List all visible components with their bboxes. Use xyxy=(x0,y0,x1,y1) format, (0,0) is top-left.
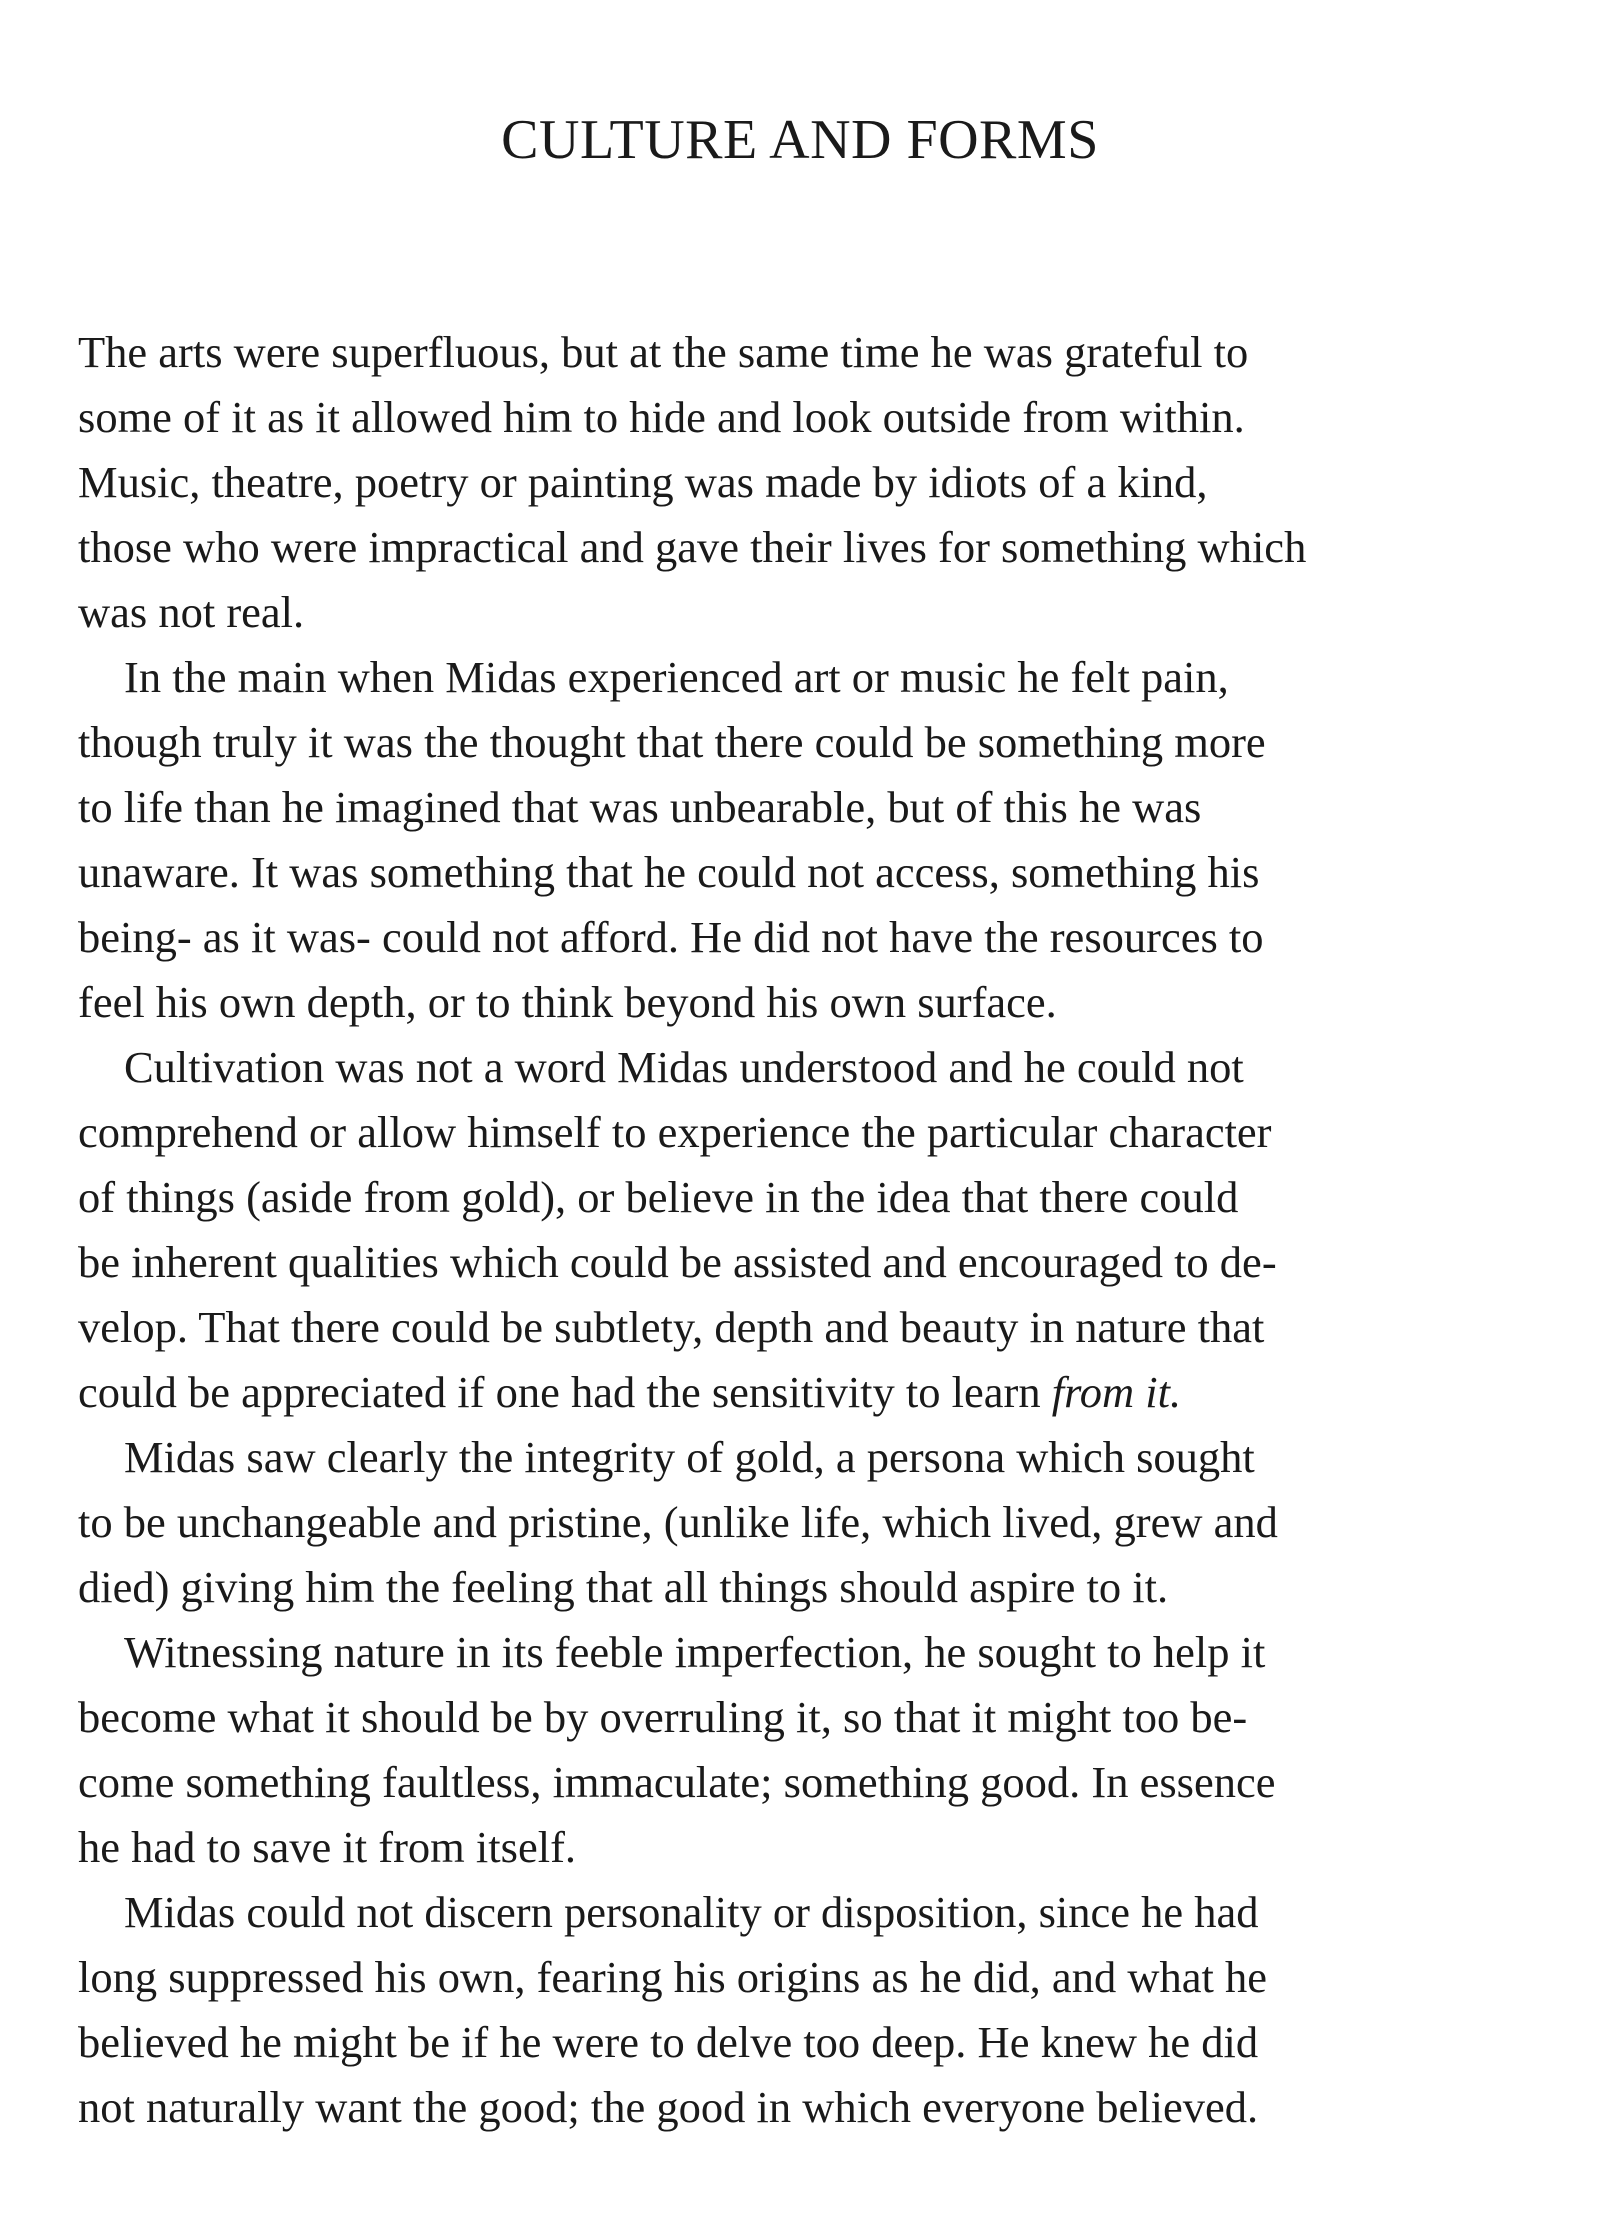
text-line: comprehend or allow himself to experience the particular character xyxy=(78,1107,1272,1157)
text-line: not naturally want the good; the good in which everyone believed. xyxy=(78,2082,1259,2132)
text-line: The arts were superfluous, but at the same time he was grateful to xyxy=(78,327,1249,377)
text-line: being- as it was- could not afford. He did not have the resources to xyxy=(78,912,1264,962)
text-line: to life than he imagined that was unbearable, but of this he was xyxy=(78,782,1202,832)
text-line: be inherent qualities which could be assisted and encouraged to de- xyxy=(78,1237,1277,1287)
text-line: those who were impractical and gave their lives for something which xyxy=(78,522,1307,572)
paragraph-6 xyxy=(78,1880,1518,2140)
text-line: some of it as it allowed him to hide and look outside from within. xyxy=(78,392,1245,442)
body-text xyxy=(78,320,1518,2140)
text-line: long suppressed his own, fearing his origins as he did, and what he xyxy=(78,1952,1267,2002)
text-line: In the main when Midas experienced art or music he felt pain, xyxy=(124,652,1229,702)
text-line: Midas saw clearly the integrity of gold, a persona which sought xyxy=(124,1432,1255,1482)
text-line: to be unchangeable and pristine, (unlike life, which lived, grew and xyxy=(78,1497,1278,1547)
text-line: become what it should be by overruling it, so that it might too be- xyxy=(78,1692,1248,1742)
text-line-with-emphasis xyxy=(78,1360,1518,1425)
text-line: Witnessing nature in its feeble imperfection, he sought to help it xyxy=(124,1627,1266,1677)
paragraph-3 xyxy=(78,1035,1518,1425)
paragraph-2 xyxy=(78,645,1518,1035)
paragraph-4 xyxy=(78,1425,1518,1620)
text-line: Midas could not discern personality or disposition, since he had xyxy=(124,1887,1259,1937)
text-line: feel his own depth, or to think beyond his own surface. xyxy=(78,977,1057,1027)
text-line: was not real. xyxy=(78,587,305,637)
text-line: come something faultless, immaculate; something good. In essence xyxy=(78,1757,1276,1807)
text-line: though truly it was the thought that there could be something more xyxy=(78,717,1266,767)
text-line: he had to save it from itself. xyxy=(78,1822,577,1872)
text-line: of things (aside from gold), or believe in the idea that there could xyxy=(78,1172,1239,1222)
chapter-title: CULTURE AND FORMS xyxy=(501,109,1099,171)
text-line: unaware. It was something that he could not access, something his xyxy=(78,847,1260,897)
text-line: Cultivation was not a word Midas understood and he could not xyxy=(124,1042,1244,1092)
paragraph-5 xyxy=(78,1620,1518,1880)
text-line: died) giving him the feeling that all things should aspire to it. xyxy=(78,1562,1169,1612)
emphasis-text: from it. xyxy=(1051,1367,1182,1417)
text-line: Music, theatre, poetry or painting was made by idiots of a kind, xyxy=(78,457,1208,507)
text-line-prefix: could be appreciated if one had the sensitivity to learn xyxy=(78,1367,1052,1417)
paragraph-1 xyxy=(78,320,1518,645)
text-line: believed he might be if he were to delve too deep. He knew he did xyxy=(78,2017,1259,2067)
text-line: velop. That there could be subtlety, depth and beauty in nature that xyxy=(78,1302,1265,1352)
